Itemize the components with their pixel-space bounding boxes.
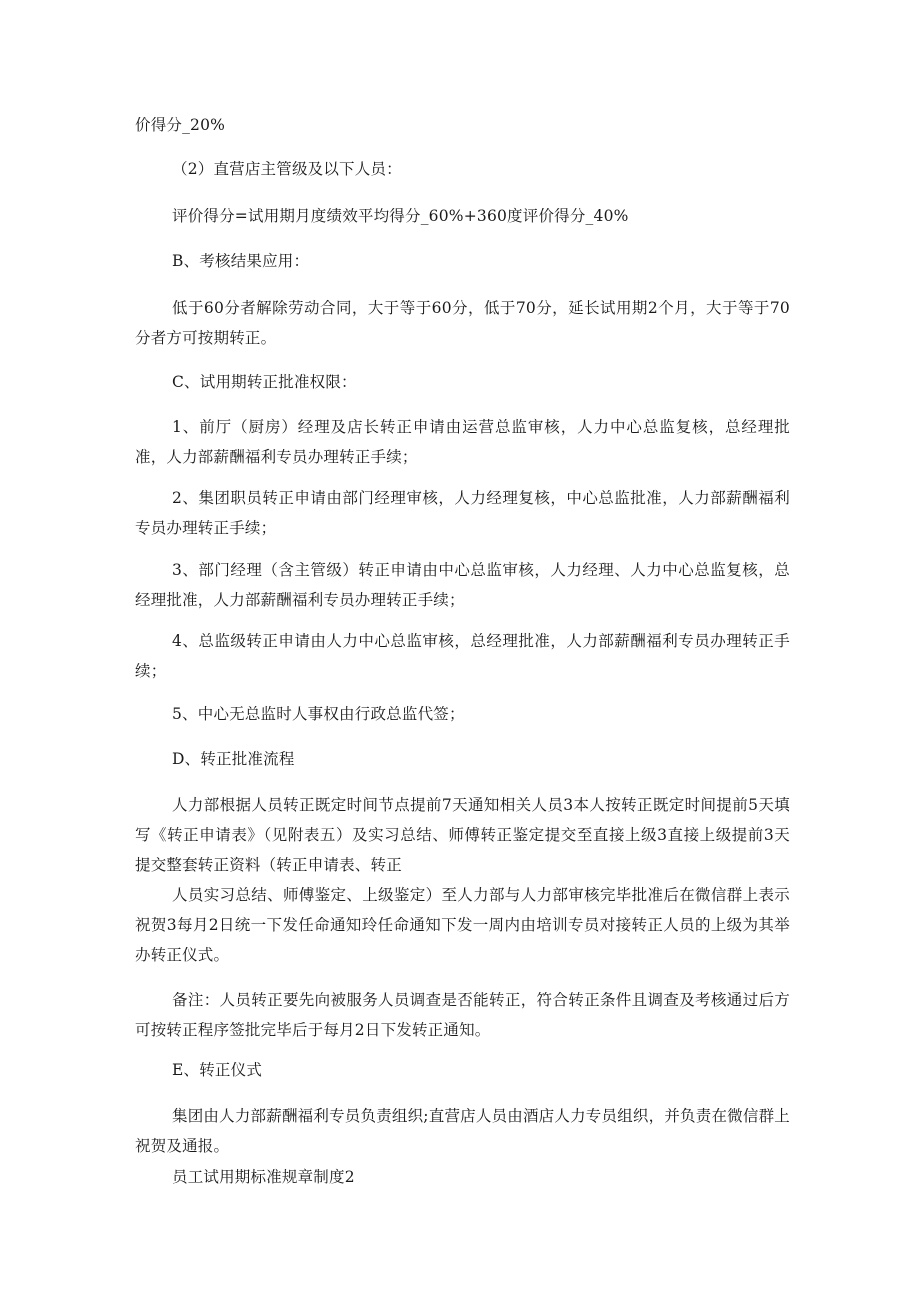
paragraph-store-supervisor: （2）直营店主管级及以下人员： [172, 160, 402, 178]
paragraph-authority-1: 1、前厅（厨房）经理及店长转正申请由运营总监审核，人力中心总监复核，总经理批准，人力部薪酬福利专员办理转正手续； [135, 418, 790, 466]
paragraph-remark: 备注：人员转正要先向被服务人员调查是否能转正，符合转正条件且调查及考核通过后方可按转正程序签批完毕后于每月2日下发转正通知。 [135, 991, 790, 1039]
heading-regulation-2: 员工试用期标准规章制度2 [172, 1168, 355, 1186]
paragraph-score-weight: 价得分_20% [135, 116, 226, 134]
heading-result-application: B、考核结果应用： [172, 252, 310, 270]
paragraph-authority-5: 5、中心无总监时人事权由行政总监代签； [172, 705, 465, 723]
paragraph-authority-2: 2、集团职员转正申请由部门经理审核，人力经理复核，中心总监批准，人力部薪酬福利专员办理转正手续； [135, 489, 790, 537]
paragraph-process-1: 人力部根据人员转正既定时间节点提前7天通知相关人员3本人按转正既定时间提前5天填写《转正申请表》（见附表五）及实习总结、师傅转正鉴定提交至直接上级3直接上级提前3天提交整套转正资料（转正申请表、转正 [135, 796, 790, 874]
paragraph-result-rules: 低于60分者解除劳动合同，大于等于60分，低于70分，延长试用期2个月，大于等于70分者方可按期转正。 [135, 299, 790, 347]
paragraph-process-2: 人员实习总结、师傅鉴定、上级鉴定）至人力部与人力部审核完毕批准后在微信群上表示祝贺3每月2日统一下发任命通知玲任命通知下发一周内由培训专员对接转正人员的上级为其举办转正仪式。 [135, 886, 790, 964]
paragraph-authority-3: 3、部门经理（含主管级）转正申请由中心总监审核，人力经理、人力中心总监复核，总经理批准，人力部薪酬福利专员办理转正手续； [135, 561, 790, 609]
paragraph-authority-4: 4、总监级转正申请由人力中心总监审核，总经理批准，人力部薪酬福利专员办理转正手续； [135, 632, 790, 680]
paragraph-score-formula: 评价得分=试用期月度绩效平均得分_60%+360度评价得分_40% [172, 207, 629, 225]
heading-ceremony: E、转正仪式 [172, 1061, 263, 1079]
heading-approval-process: D、转正批准流程 [172, 750, 295, 768]
heading-approval-authority: C、试用期转正批准权限： [172, 373, 357, 391]
paragraph-ceremony: 集团由人力部薪酬福利专员负责组织;直营店人员由酒店人力专员组织，并负责在微信群上祝贺及通报。 [135, 1107, 790, 1155]
